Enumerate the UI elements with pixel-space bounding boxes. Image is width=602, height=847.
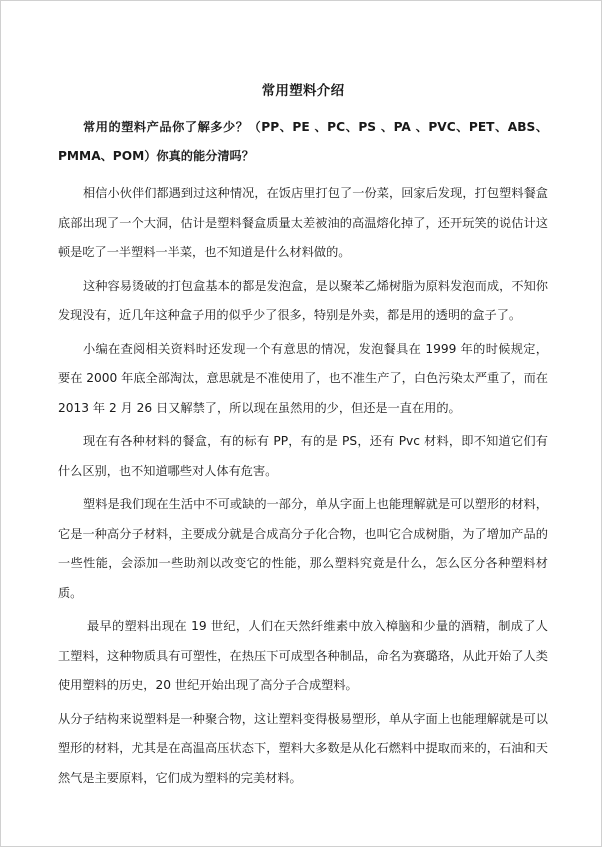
paragraph-foam-ban: 小编在查阅相关资料时还发现一个有意思的情况，发泡餐具在 1999 年的时候规定，要在 2000 年底全部淘汰，意思就是不准使用了，也不准生产了，白色污染太严重了，而在 2013 年 2 月 26 日又解禁了，所以现在虽然用的少，但还是一直在用的。 xyxy=(58,341,548,415)
document-body xyxy=(58,81,548,797)
paragraph-material-labels: 现在有各种材料的餐盒，有的标有 PP，有的是 PS，还有 Pvc 材料，即不知道它们有什么区别，也不知道哪些对人体有危害。 xyxy=(58,434,548,478)
paragraph-molecular-structure: 从分子结构来说塑料是一种聚合物，这让塑料变得极易塑形，单从字面上也能理解就是可以塑形的材料，尤其是在高温高压状态下，塑料大多数是从化石燃料中提取而来的，石油和天然气是主要原料，它们成为塑料的完美材料。 xyxy=(58,711,548,785)
paragraph-takeout-box: 相信小伙伴们都遇到过这种情况，在饭店里打包了一份菜，回家后发现，打包塑料餐盒底部出现了一个大洞，估计是塑料餐盒质量太差被油的高温熔化掉了，还开玩笑的说估计这顿是吃了一半塑料一半菜，也不知道是什么材料做的。 xyxy=(58,186,548,259)
paragraph-plastic-definition: 塑料是我们现在生活中不可或缺的一部分，单从字面上也能理解就是可以塑形的材料，它是一种高分子材料，主要成分就是合成高分子化合物，也叫它合成树脂，为了增加产品的一些性能，会添加一些助剂以改变它的性能，那么塑料究竟是什么，怎么区分各种塑料材质。 xyxy=(58,497,548,600)
paragraph-foam-box: 这种容易烫破的打包盒基本的都是发泡盒，是以聚苯乙烯树脂为原料发泡而成，不知你发现没有，近几年这种盒子用的似乎少了很多，特别是外卖，都是用的透明的盒子了。 xyxy=(58,278,548,322)
document-title: 常用塑料介绍 xyxy=(261,83,345,99)
document-subtitle: 常用的塑料产品你了解多少？（PP、PE 、PC、PS 、PA 、PVC、PET、ABS、PMMA、POM）你真的能分清吗？ xyxy=(58,120,548,163)
paragraph-plastic-history: 最早的塑料出现在 19 世纪，人们在天然纤维素中放入樟脑和少量的酒精，制成了人工塑料，这种物质具有可塑性，在热压下可成型各种制品，命名为赛璐珞，从此开始了人类使用塑料的历史，20 世纪开始出现了高分子合成塑料。 xyxy=(58,619,548,692)
